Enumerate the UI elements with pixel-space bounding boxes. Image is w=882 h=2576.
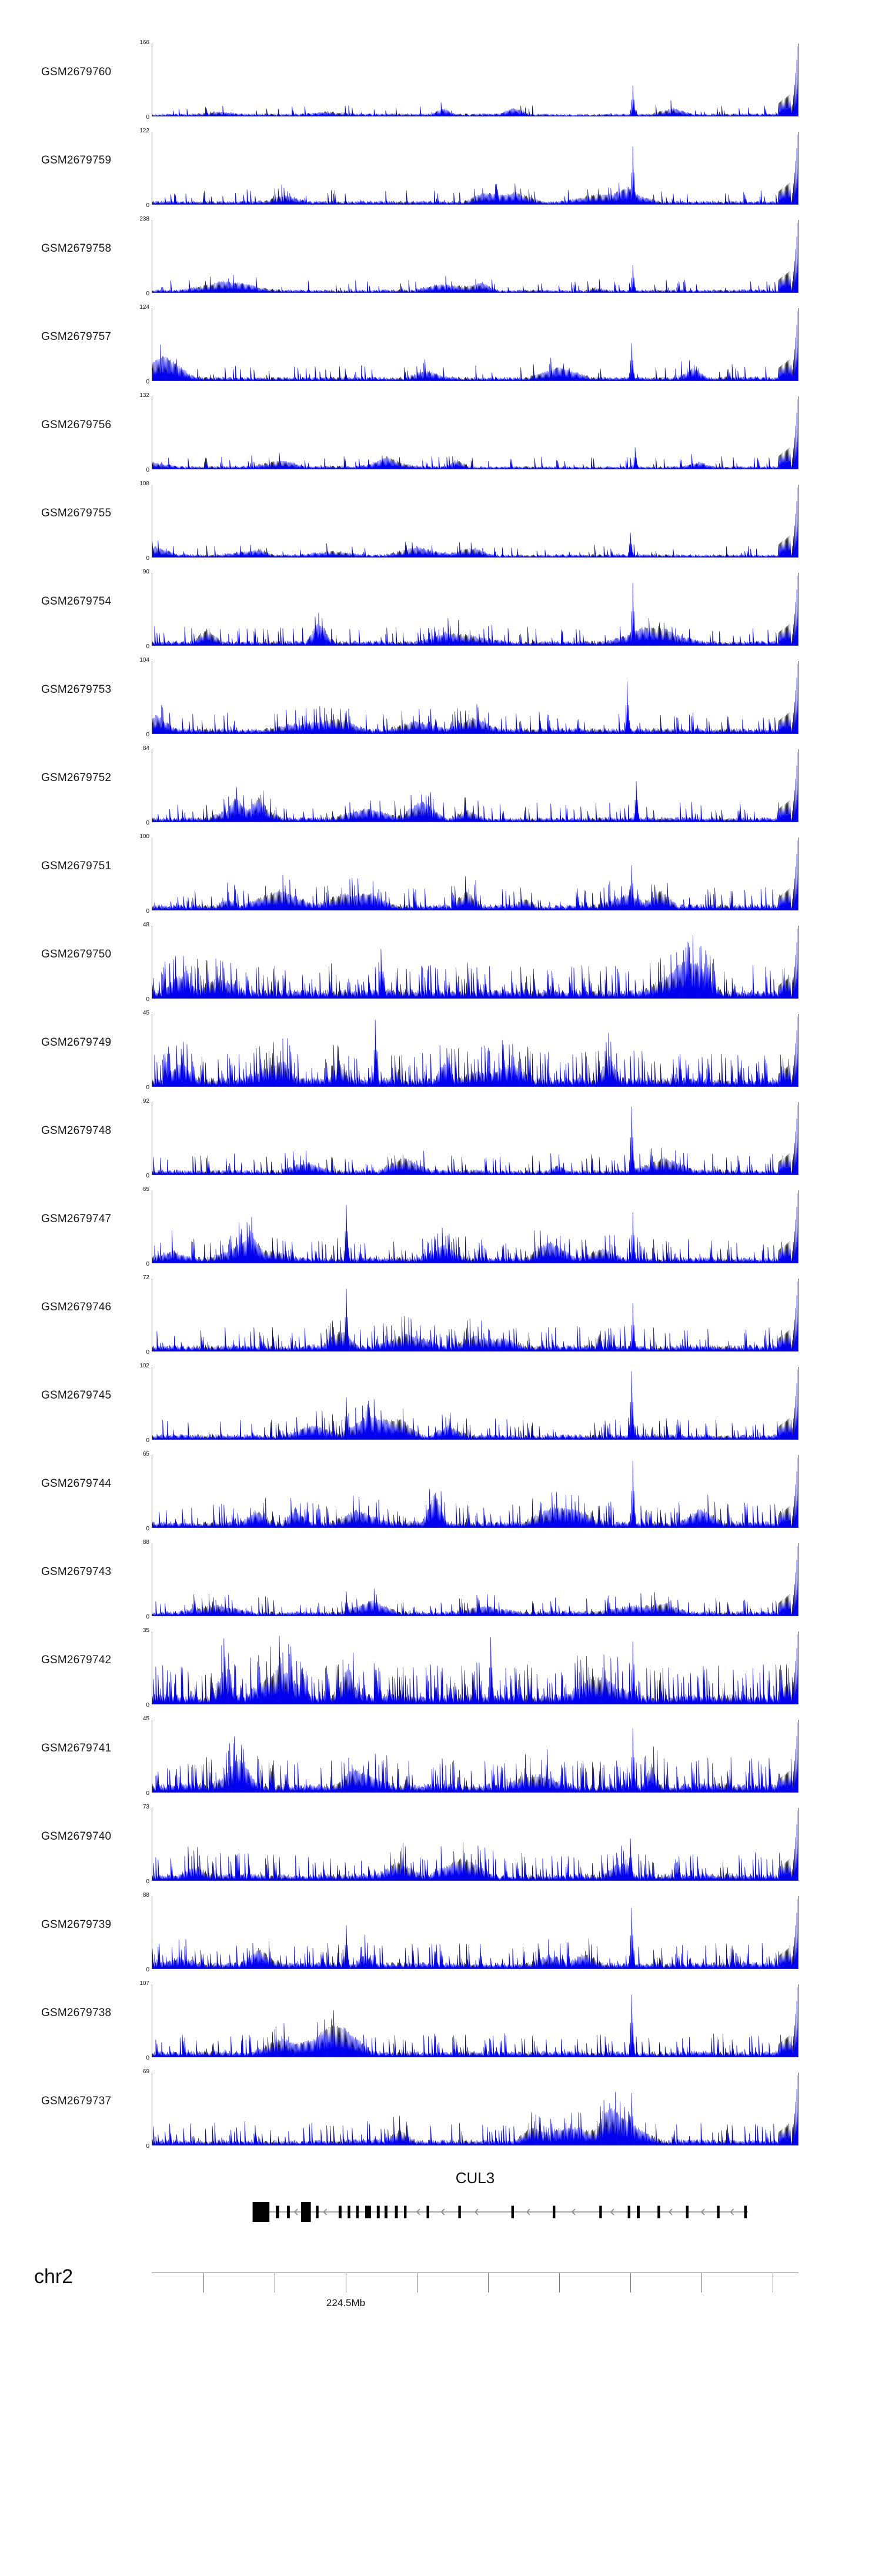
track-sample-label: GSM2679747	[41, 1213, 112, 1225]
track-sample-label: GSM2679745	[41, 1389, 112, 1402]
coverage-area-svg	[152, 926, 798, 999]
coverage-area-svg	[152, 44, 798, 116]
coverage-plot-area[interactable]	[142, 1627, 799, 1709]
ruler-tick	[559, 2273, 560, 2293]
coverage-track[interactable]	[0, 1800, 882, 1888]
track-axis-min-label: 0	[146, 114, 149, 121]
coverage-plot-area[interactable]	[139, 39, 799, 121]
track-sample-label: GSM2679749	[41, 1036, 112, 1049]
coverage-area-svg	[152, 1543, 798, 1616]
track-baseline	[152, 1086, 798, 1087]
coverage-area-svg	[152, 396, 798, 469]
track-axis-max-label: 69	[142, 2068, 149, 2075]
track-axis-max-label: 124	[139, 304, 149, 311]
coverage-area-svg	[152, 1808, 798, 1881]
coverage-plot-area[interactable]	[139, 128, 799, 209]
track-baseline	[152, 733, 798, 734]
track-sample-label: GSM2679744	[41, 1477, 112, 1490]
track-sample-label: GSM2679737	[41, 2095, 112, 2107]
track-axis-max-label: 45	[142, 1716, 149, 1722]
track-sample-label: GSM2679751	[41, 860, 112, 872]
coverage-area-svg	[152, 1455, 798, 1528]
track-axis-max-label: 122	[139, 128, 149, 134]
coverage-area-svg	[152, 1896, 798, 1969]
coverage-track[interactable]	[0, 1270, 882, 1359]
coverage-plot-area[interactable]	[139, 1980, 799, 2061]
track-axis-max-label: 90	[142, 569, 149, 575]
track-baseline	[152, 1880, 798, 1881]
coverage-track[interactable]	[0, 300, 882, 388]
coverage-area-svg	[152, 2073, 798, 2145]
coverage-area-svg	[152, 308, 798, 381]
track-axis-min-label: 0	[146, 1526, 149, 1532]
track-axis-min-label: 0	[146, 1173, 149, 1179]
track-sample-label: GSM2679752	[41, 772, 112, 784]
track-axis-min-label: 0	[146, 379, 149, 385]
track-baseline	[152, 204, 798, 205]
track-axis-min-label: 0	[146, 908, 149, 915]
track-axis-max-label: 100	[139, 833, 149, 840]
track-sample-label: GSM2679753	[41, 683, 112, 696]
coverage-track[interactable]	[0, 917, 882, 1006]
track-baseline	[152, 1968, 798, 1969]
track-sample-label: GSM2679739	[41, 1918, 112, 1931]
ruler-tick	[630, 2273, 631, 2293]
track-sample-label: GSM2679755	[41, 507, 112, 519]
gene-annotation-panel	[0, 2164, 882, 2253]
track-sample-label: GSM2679754	[41, 595, 112, 608]
track-sample-label: GSM2679741	[41, 1742, 112, 1754]
coverage-plot-area[interactable]	[139, 481, 799, 562]
coverage-area-svg	[152, 1984, 798, 2057]
track-axis-min-label: 0	[146, 1967, 149, 1973]
genomic-ruler	[152, 2273, 799, 2308]
coverage-plot-area[interactable]	[142, 1451, 799, 1532]
ruler-tick-label: 224.5Mb	[326, 2297, 366, 2308]
coverage-area-svg	[152, 661, 798, 734]
coverage-plot-area[interactable]	[142, 1716, 799, 1797]
track-baseline	[152, 1439, 798, 1440]
coverage-track[interactable]	[0, 1976, 882, 2064]
track-axis-min-label: 0	[146, 1437, 149, 1444]
track-sample-label: GSM2679738	[41, 2007, 112, 2019]
coverage-track[interactable]	[0, 1182, 882, 1270]
track-axis-max-label: 107	[139, 1980, 149, 1987]
track-axis-max-label: 45	[142, 1010, 149, 1016]
coverage-area-svg	[152, 220, 798, 293]
track-axis-min-label: 0	[146, 1614, 149, 1620]
track-sample-label: GSM2679758	[41, 242, 112, 255]
track-baseline	[152, 557, 798, 558]
track-axis-min-label: 0	[146, 1878, 149, 1885]
track-sample-label: GSM2679740	[41, 1830, 112, 1843]
track-axis-min-label: 0	[146, 202, 149, 209]
track-baseline	[152, 1527, 798, 1528]
gene-model-diagram	[152, 2191, 799, 2233]
track-axis-max-label: 65	[142, 1451, 149, 1457]
chromosome-label: chr2	[34, 2265, 74, 2288]
track-axis-min-label: 0	[146, 996, 149, 1003]
track-axis-max-label: 104	[139, 657, 149, 663]
coverage-track[interactable]	[0, 829, 882, 917]
track-baseline	[152, 1174, 798, 1175]
coverage-track-list	[0, 35, 882, 2153]
coverage-track[interactable]	[0, 1711, 882, 1800]
track-baseline	[152, 1792, 798, 1793]
track-sample-label: GSM2679750	[41, 948, 112, 960]
coverage-area-svg	[152, 1190, 798, 1263]
coverage-plot-area[interactable]	[142, 2068, 799, 2150]
coverage-plot-area[interactable]	[142, 1804, 799, 1885]
coverage-plot-area[interactable]	[142, 1010, 799, 1091]
coverage-area-svg	[152, 1279, 798, 1352]
coverage-track[interactable]	[0, 653, 882, 741]
track-axis-min-label: 0	[146, 1085, 149, 1091]
coverage-area-svg	[152, 837, 798, 910]
coverage-area-svg	[152, 1102, 798, 1175]
track-axis-max-label: 166	[139, 39, 149, 46]
coverage-track[interactable]	[0, 1888, 882, 1976]
coverage-area-svg	[152, 132, 798, 205]
coverage-track[interactable]	[0, 35, 882, 124]
coverage-plot-area[interactable]	[142, 745, 799, 826]
track-sample-label: GSM2679742	[41, 1654, 112, 1666]
track-axis-min-label: 0	[146, 643, 149, 650]
ruler-tick	[488, 2273, 489, 2293]
coverage-plot-area[interactable]	[139, 833, 799, 915]
coverage-plot-area[interactable]	[139, 657, 799, 738]
coverage-area-svg	[152, 1631, 798, 1704]
coverage-plot-area[interactable]	[139, 304, 799, 385]
track-axis-max-label: 48	[142, 922, 149, 928]
coverage-track[interactable]	[0, 1094, 882, 1182]
track-axis-max-label: 88	[142, 1892, 149, 1898]
track-axis-min-label: 0	[146, 2143, 149, 2150]
track-axis-max-label: 108	[139, 481, 149, 487]
track-sample-label: GSM2679759	[41, 154, 112, 166]
coverage-area-svg	[152, 1720, 798, 1793]
coverage-plot-area[interactable]	[139, 216, 799, 297]
coverage-track[interactable]	[0, 565, 882, 653]
coverage-plot-area[interactable]	[142, 1098, 799, 1179]
coverage-plot-area[interactable]	[142, 1539, 799, 1620]
track-axis-max-label: 84	[142, 745, 149, 752]
coverage-track[interactable]	[0, 1006, 882, 1094]
coverage-track[interactable]	[0, 2064, 882, 2153]
track-axis-max-label: 88	[142, 1539, 149, 1546]
track-axis-min-label: 0	[146, 555, 149, 562]
genomic-ruler-panel	[0, 2253, 882, 2353]
gene-model-svg	[152, 2191, 799, 2233]
track-axis-min-label: 0	[146, 2055, 149, 2061]
coverage-area-svg	[152, 485, 798, 558]
track-axis-min-label: 0	[146, 1790, 149, 1797]
track-sample-label: GSM2679760	[41, 66, 112, 78]
track-axis-max-label: 132	[139, 392, 149, 399]
track-sample-label: GSM2679757	[41, 331, 112, 343]
coverage-track[interactable]	[0, 1447, 882, 1535]
coverage-track[interactable]	[0, 1623, 882, 1711]
ruler-tick	[701, 2273, 702, 2293]
coverage-plot-area[interactable]	[139, 1363, 799, 1444]
gene-name-label: CUL3	[455, 2169, 495, 2187]
track-axis-max-label: 35	[142, 1627, 149, 1634]
track-baseline	[152, 998, 798, 999]
coverage-plot-area[interactable]	[139, 392, 799, 473]
coverage-track[interactable]	[0, 1535, 882, 1623]
track-baseline	[152, 292, 798, 293]
track-axis-min-label: 0	[146, 291, 149, 297]
track-axis-max-label: 65	[142, 1186, 149, 1193]
coverage-plot-area[interactable]	[142, 569, 799, 650]
coverage-area-svg	[152, 1014, 798, 1087]
coverage-plot-area[interactable]	[142, 1186, 799, 1267]
coverage-track[interactable]	[0, 1359, 882, 1447]
track-baseline	[152, 645, 798, 646]
coverage-track[interactable]	[0, 741, 882, 829]
coverage-area-svg	[152, 749, 798, 822]
track-sample-label: GSM2679743	[41, 1566, 112, 1578]
track-axis-max-label: 72	[142, 1274, 149, 1281]
track-axis-min-label: 0	[146, 467, 149, 473]
track-axis-min-label: 0	[146, 732, 149, 738]
track-axis-min-label: 0	[146, 1261, 149, 1267]
track-axis-min-label: 0	[146, 1702, 149, 1709]
track-axis-max-label: 238	[139, 216, 149, 222]
track-sample-label: GSM2679756	[41, 419, 112, 431]
track-axis-max-label: 92	[142, 1098, 149, 1105]
track-axis-min-label: 0	[146, 1349, 149, 1356]
ruler-tick	[203, 2273, 204, 2293]
coverage-area-svg	[152, 573, 798, 646]
coverage-plot-area[interactable]	[142, 922, 799, 1003]
track-axis-max-label: 102	[139, 1363, 149, 1369]
track-baseline	[152, 1351, 798, 1352]
track-sample-label: GSM2679746	[41, 1301, 112, 1313]
coverage-area-svg	[152, 1367, 798, 1440]
track-axis-min-label: 0	[146, 820, 149, 826]
coverage-track[interactable]	[0, 212, 882, 300]
track-sample-label: GSM2679748	[41, 1125, 112, 1137]
coverage-track[interactable]	[0, 388, 882, 476]
coverage-track[interactable]	[0, 124, 882, 212]
coverage-plot-area[interactable]	[142, 1274, 799, 1356]
coverage-track[interactable]	[0, 476, 882, 565]
coverage-plot-area[interactable]	[142, 1892, 799, 1973]
track-axis-max-label: 73	[142, 1804, 149, 1810]
